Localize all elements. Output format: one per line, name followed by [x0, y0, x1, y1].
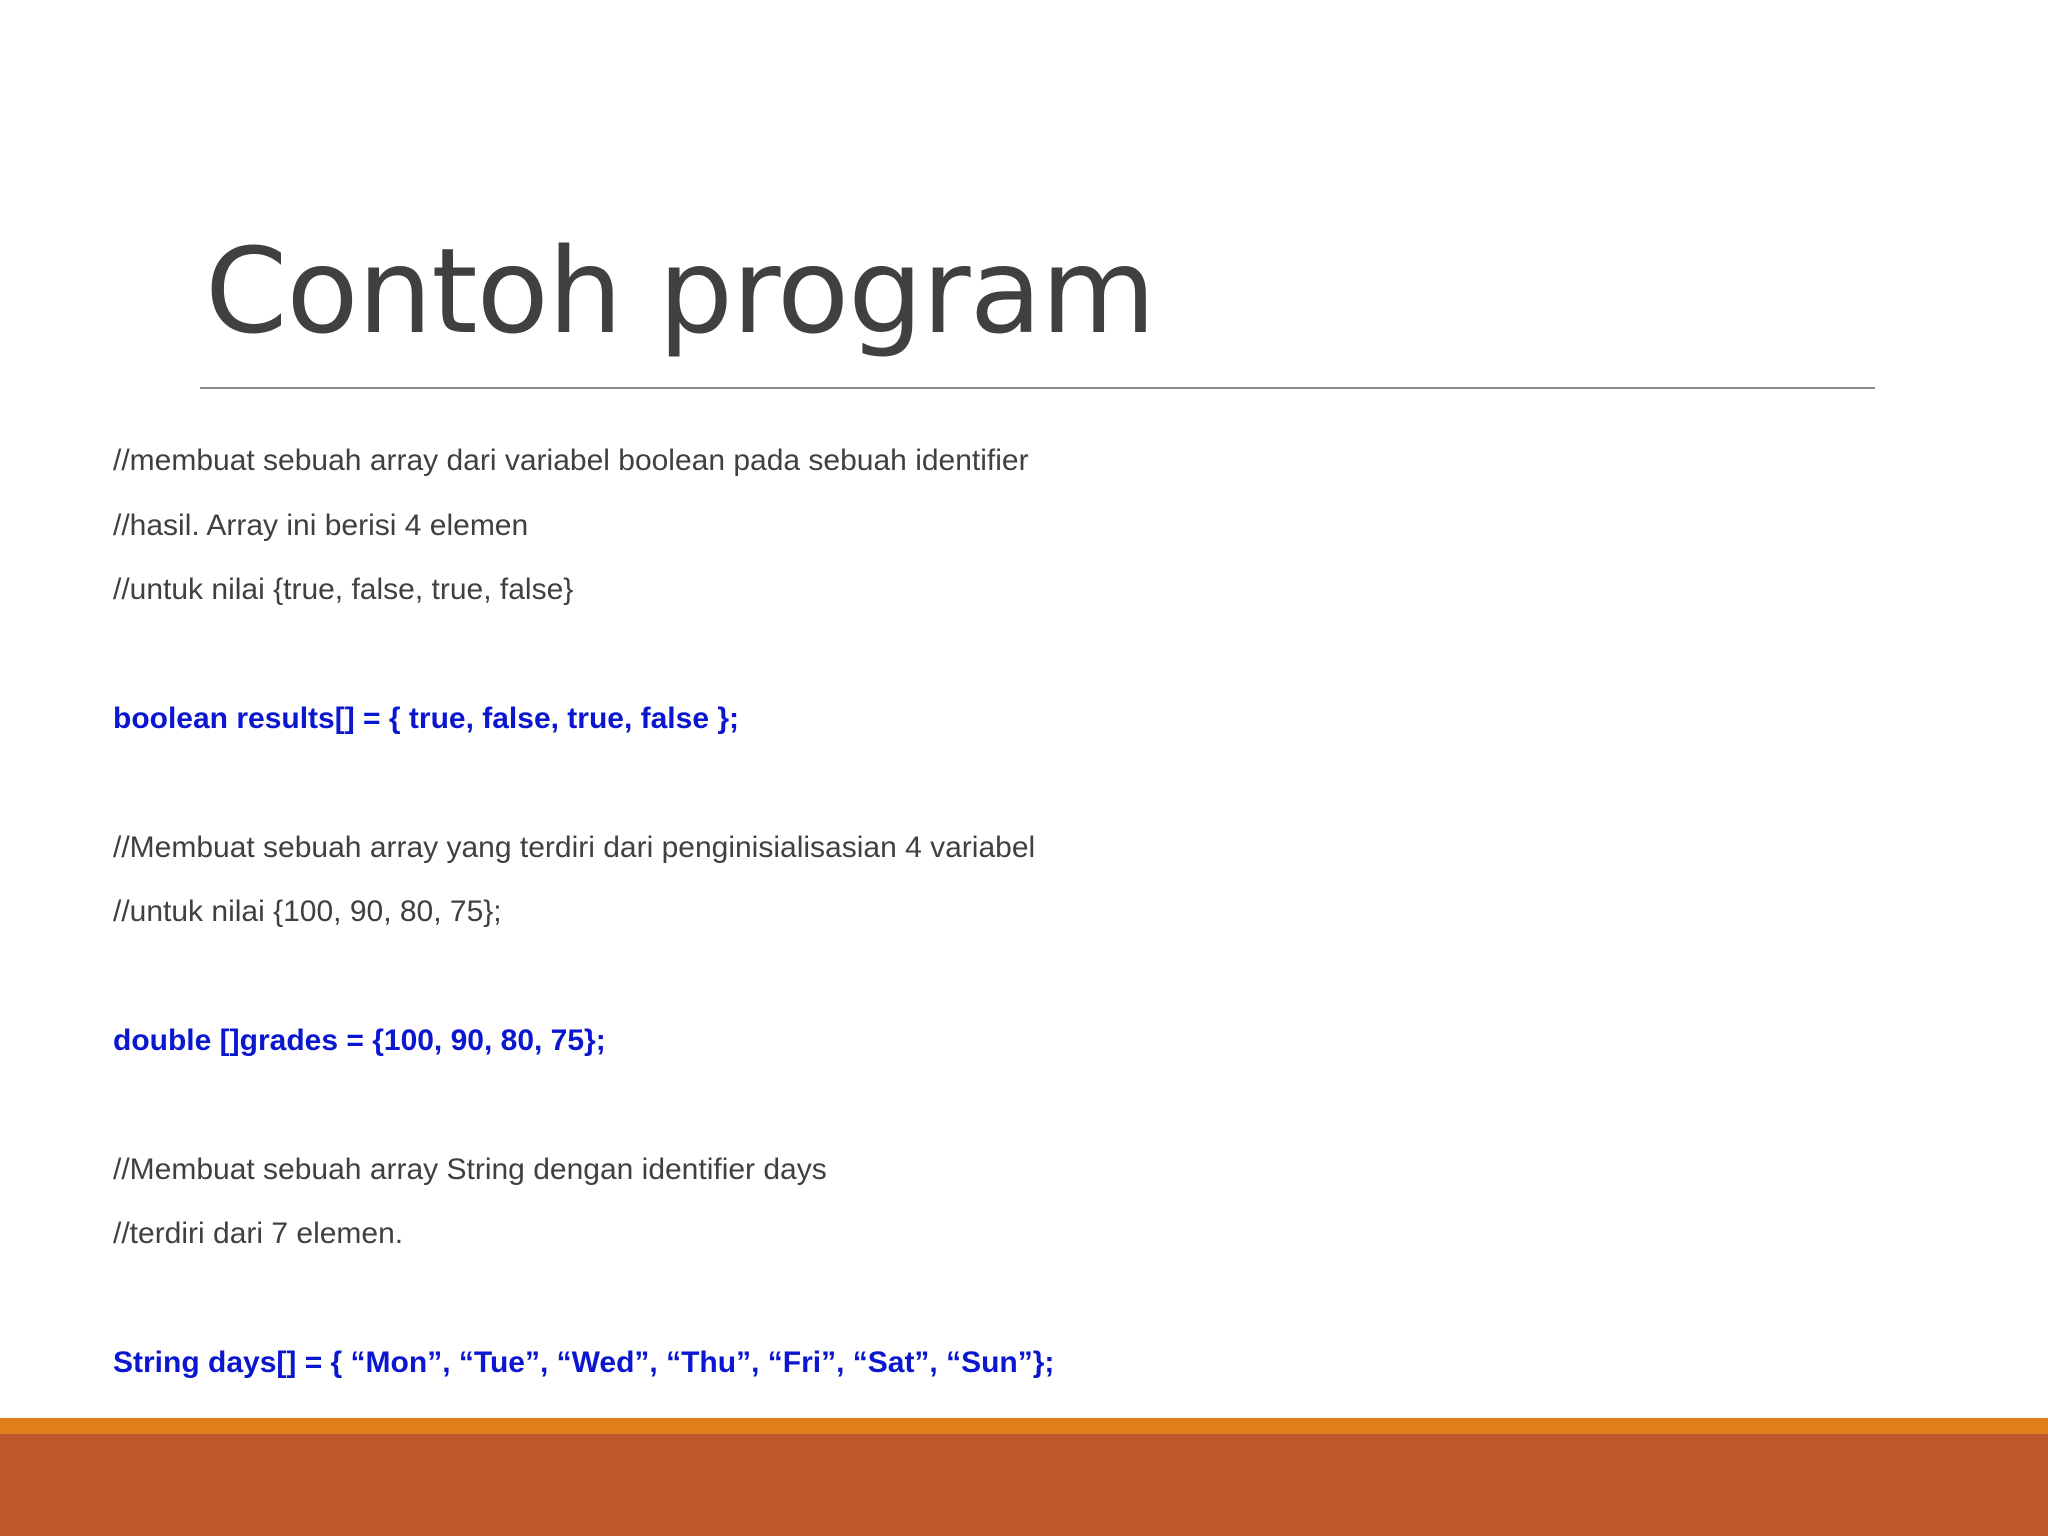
comment-line: //Membuat sebuah array String dengan identifier days — [113, 1153, 827, 1186]
comment-line: //hasil. Array ini berisi 4 elemen — [113, 509, 529, 542]
code-line-string-array: String days[] = { “Mon”, “Tue”, “Wed”, “Thu”, “Fri”, “Sat”, “Sun”}; — [113, 1346, 1055, 1379]
comment-line: //untuk nilai {100, 90, 80, 75}; — [113, 895, 502, 928]
comment-line: //terdiri dari 7 elemen. — [113, 1217, 404, 1250]
code-line-boolean-array: boolean results[] = { true, false, true, false }; — [113, 702, 740, 735]
comment-line: //untuk nilai {true, false, true, false} — [113, 573, 574, 606]
comment-line: //Membuat sebuah array yang terdiri dari penginisialisasian 4 variabel — [113, 831, 1036, 864]
footer-bar — [0, 1434, 2048, 1536]
comment-line: //membuat sebuah array dari variabel boolean pada sebuah identifier — [113, 444, 1029, 477]
code-line-double-array: double []grades = {100, 90, 80, 75}; — [113, 1024, 606, 1057]
title-divider — [200, 387, 1875, 389]
slide-title: Contoh program — [205, 222, 1155, 360]
footer-accent-stripe — [0, 1418, 2048, 1434]
